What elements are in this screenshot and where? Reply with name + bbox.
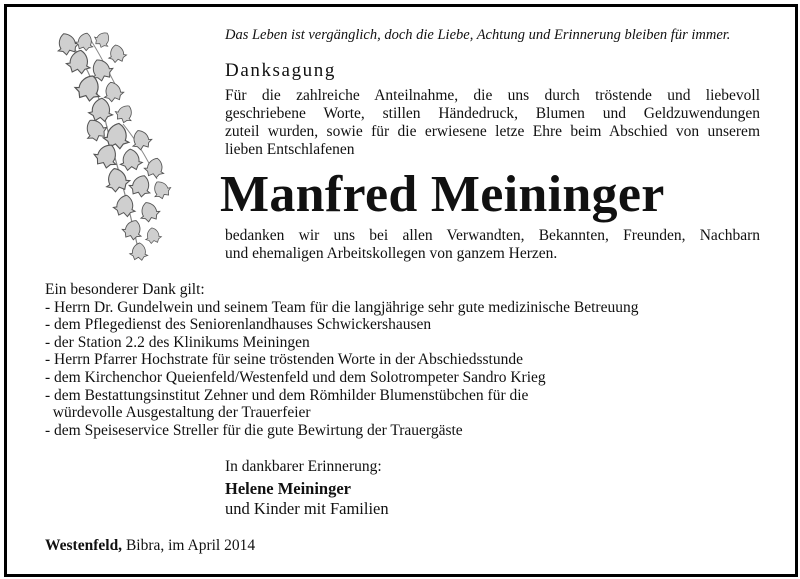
place-name: Westenfeld, [45, 537, 123, 554]
intro-paragraph [225, 87, 760, 159]
special-thanks-item: - dem Pflegedienst des Seniorenlandhauses Schwickershausen [45, 316, 432, 334]
thanks-line: bedanken wir uns bei allen Verwandten, Bekannten, Freunden, Nachbarn [225, 227, 760, 244]
special-thanks-section [45, 281, 638, 439]
special-thanks-heading: Ein besonderer Dank gilt: [45, 281, 205, 298]
memory-line: In dankbarer Erinnerung: [225, 458, 382, 475]
special-thanks-item: - Herrn Pfarrer Hochstrate für seine tröstenden Worte in der Abschiedsstunde [45, 351, 523, 369]
widow-name: Helene Meininger [225, 479, 352, 498]
special-thanks-item: - der Station 2.2 des Klinikums Meiningen [45, 333, 310, 351]
special-thanks-item: würdevolle Ausgestaltung der Trauerfeier [45, 404, 311, 422]
place-date: Bibra, im April 2014 [122, 537, 256, 554]
obituary-card [4, 4, 798, 577]
heading-danksagung: Danksagung [225, 60, 336, 81]
intro-line: zuteil wurden, sowie für die erwiesene letze Ehre beim Abschied von unserem [225, 123, 760, 140]
special-thanks-item: - dem Speiseservice Streller für die gute Bewirtung der Trauergäste [45, 421, 463, 439]
place-date-line [45, 537, 255, 555]
special-thanks-item: - dem Bestattungsinstitut Zehner und dem Römhilder Blumenstübchen für die [45, 386, 529, 404]
deceased-name: Manfred Meininger [220, 166, 665, 223]
intro-line: lieben Entschlafenen [225, 141, 355, 158]
intro-line: Für die zahlreiche Anteilnahme, die uns durch tröstende und liebevoll [225, 87, 760, 104]
special-thanks-item: - Herrn Dr. Gundelwein und seinem Team für die langjährige sehr gute medizinische Betreuung [45, 298, 639, 316]
intro-line: geschriebene Worte, stillen Händedruck, Blumen und Geldzuwendungen [225, 105, 760, 122]
family-line: und Kinder mit Familien [225, 499, 389, 518]
thanks-line: und ehemaligen Arbeitskollegen von ganzem Herzen. [225, 245, 558, 262]
thanks-paragraph [225, 227, 760, 263]
motto-quote: Das Leben ist vergänglich, doch die Liebe, Achtung und Erinnerung bleiben für immer. [225, 27, 731, 43]
ivy-leaves-illustration [45, 29, 175, 261]
special-thanks-item: - dem Kirchenchor Queienfeld/Westenfeld und dem Solotrompeter Sandro Krieg [45, 368, 546, 386]
